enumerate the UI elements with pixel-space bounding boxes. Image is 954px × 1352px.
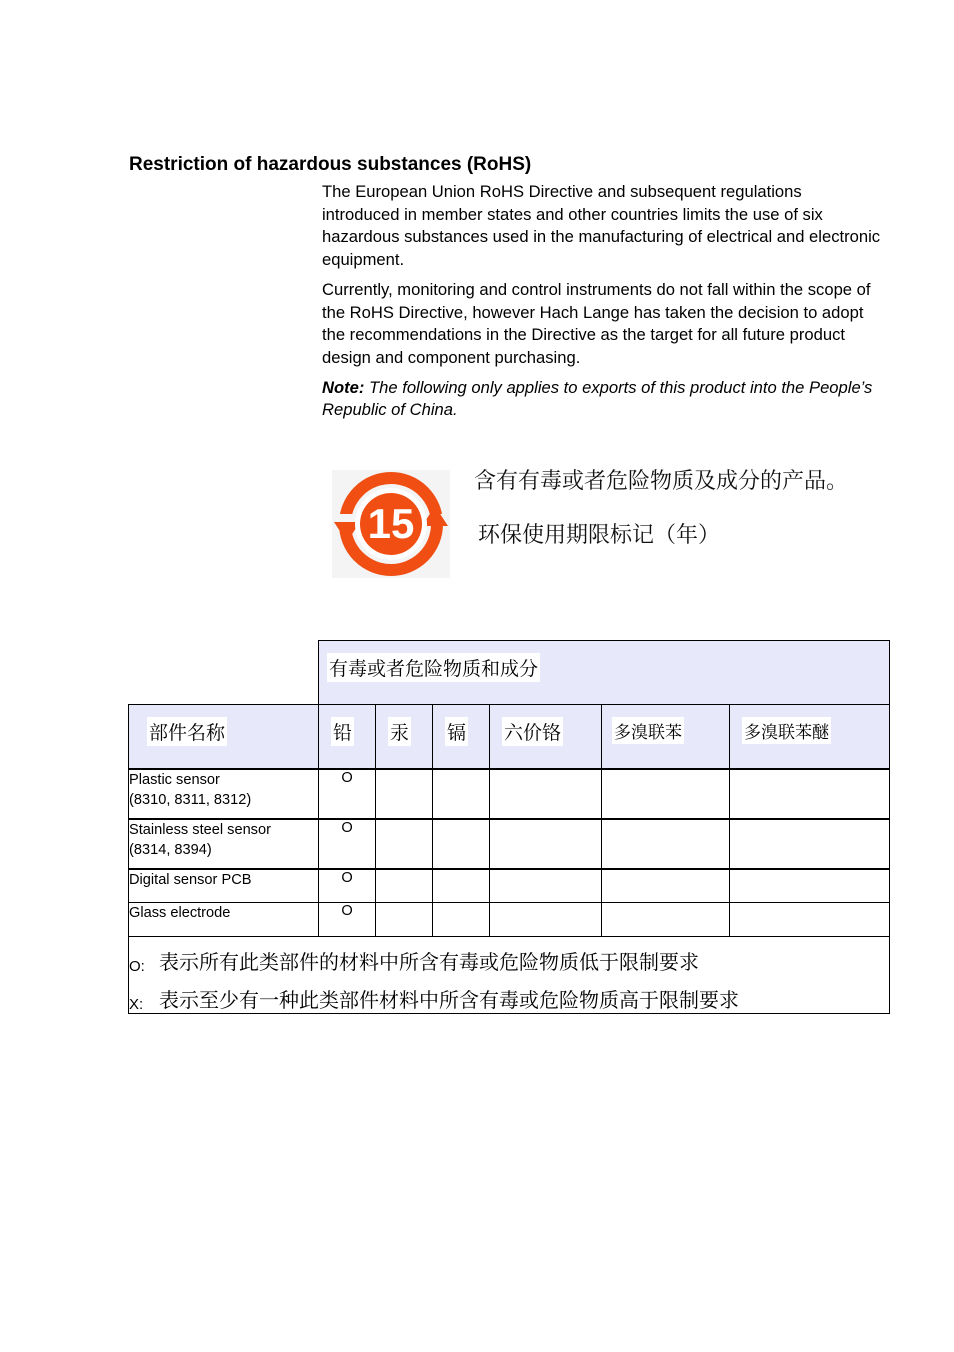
mark-cell <box>730 769 890 819</box>
substance-header-cadmium: 镉 <box>445 717 468 746</box>
group-header: 有毒或者危险物质和成分 <box>327 653 540 682</box>
legend-item-x <box>129 975 889 1013</box>
mark-cell <box>490 869 602 903</box>
mark-cell <box>602 903 730 937</box>
substance-header-lead: 铅 <box>331 717 354 746</box>
part-name-cell <box>129 769 319 819</box>
group-header-cell <box>319 641 890 705</box>
note-label: Note: <box>322 377 365 397</box>
mark-cell: O <box>319 903 376 937</box>
section-title: Restriction of hazardous substances (RoHS) <box>129 154 532 175</box>
mark-cell: O <box>319 769 376 819</box>
mark-cell <box>376 769 433 819</box>
mark-cell <box>490 903 602 937</box>
table-row <box>129 769 890 819</box>
part-name-cell <box>129 903 319 937</box>
substance-header-mercury: 汞 <box>388 717 411 746</box>
epup-line-products: 含有有毒或者危险物质及成分的产品。 <box>474 469 849 494</box>
part-name-cell <box>129 869 319 903</box>
mark-cell <box>490 819 602 869</box>
part-header-cell <box>129 705 319 769</box>
mark-cell <box>602 769 730 819</box>
part-number: (8310, 8311, 8312) <box>129 791 252 808</box>
legend-key: X: <box>129 996 144 1013</box>
substance-header-cell <box>490 705 602 769</box>
part-name: Glass electrode <box>129 905 231 921</box>
mark-cell: O <box>319 819 376 869</box>
mark-cell <box>490 769 602 819</box>
logo-number: 15 <box>367 500 415 547</box>
substance-header-cell <box>433 705 490 769</box>
table-group-header-row <box>129 641 890 705</box>
mark-cell <box>433 903 490 937</box>
legend-text: 表示至少有一种此类部件材料中所含有毒或危险物质高于限制要求 <box>159 988 739 1012</box>
mark-cell <box>433 769 490 819</box>
table-row <box>129 903 890 937</box>
note-text: The following only applies to exports of this product into the People’s Republic of China. <box>322 377 873 420</box>
mark-cell <box>602 869 730 903</box>
epup-line-period: 环保使用期限标记（年） <box>478 523 721 548</box>
substance-header-pbde: 多溴联苯醚 <box>742 717 831 744</box>
table-header-row <box>129 705 890 769</box>
substance-header-cell <box>319 705 376 769</box>
legend-text: 表示所有此类部件的材料中所含有毒或危险物质低于限制要求 <box>159 950 699 974</box>
legend-key: O: <box>129 958 145 975</box>
mark-cell <box>602 819 730 869</box>
part-name-header: 部件名称 <box>147 717 227 746</box>
mark-cell <box>433 819 490 869</box>
substance-header-cell <box>376 705 433 769</box>
part-name-cell <box>129 819 319 869</box>
substance-header-pbb: 多溴联苯 <box>612 717 684 744</box>
rohs-substance-table <box>128 640 890 1014</box>
part-name: Plastic sensor <box>129 771 220 788</box>
paragraph-hach-lange: Currently, monitoring and control instruments do not fall within the scope of the RoHS Directive, however Hach Lange has taken the decision to adopt the recommendations in the Directive as the target for all future product design and component purchasing. <box>322 279 871 367</box>
legend-row <box>129 937 890 1014</box>
part-name: Digital sensor PCB <box>129 871 252 888</box>
table-row <box>129 869 890 903</box>
empty-header-cell <box>129 641 319 705</box>
part-name: Stainless steel sensor <box>129 821 271 838</box>
epup-15-icon <box>332 470 450 578</box>
mark-cell <box>730 819 890 869</box>
paragraph-rohs-directive: The European Union RoHS Directive and subsequent regulations introduced in member states and other countries limits the use of six hazardous substances used in the manufacturing of electrical and electronic equipment. <box>322 182 881 270</box>
mark-cell <box>730 903 890 937</box>
body-text <box>322 181 882 429</box>
mark-cell <box>730 869 890 903</box>
epup-15-logo <box>332 470 450 578</box>
substance-header-cell <box>730 705 890 769</box>
table-row <box>129 819 890 869</box>
mark-cell <box>433 869 490 903</box>
substance-header-cell <box>602 705 730 769</box>
mark-cell <box>376 819 433 869</box>
mark-cell <box>376 869 433 903</box>
substance-header-chromium: 六价铬 <box>502 717 563 746</box>
note-paragraph <box>322 377 882 422</box>
mark-cell <box>376 903 433 937</box>
legend-cell <box>129 937 890 1014</box>
mark-cell: O <box>319 869 376 903</box>
legend-item-o <box>129 937 889 975</box>
part-number: (8314, 8394) <box>129 841 212 858</box>
